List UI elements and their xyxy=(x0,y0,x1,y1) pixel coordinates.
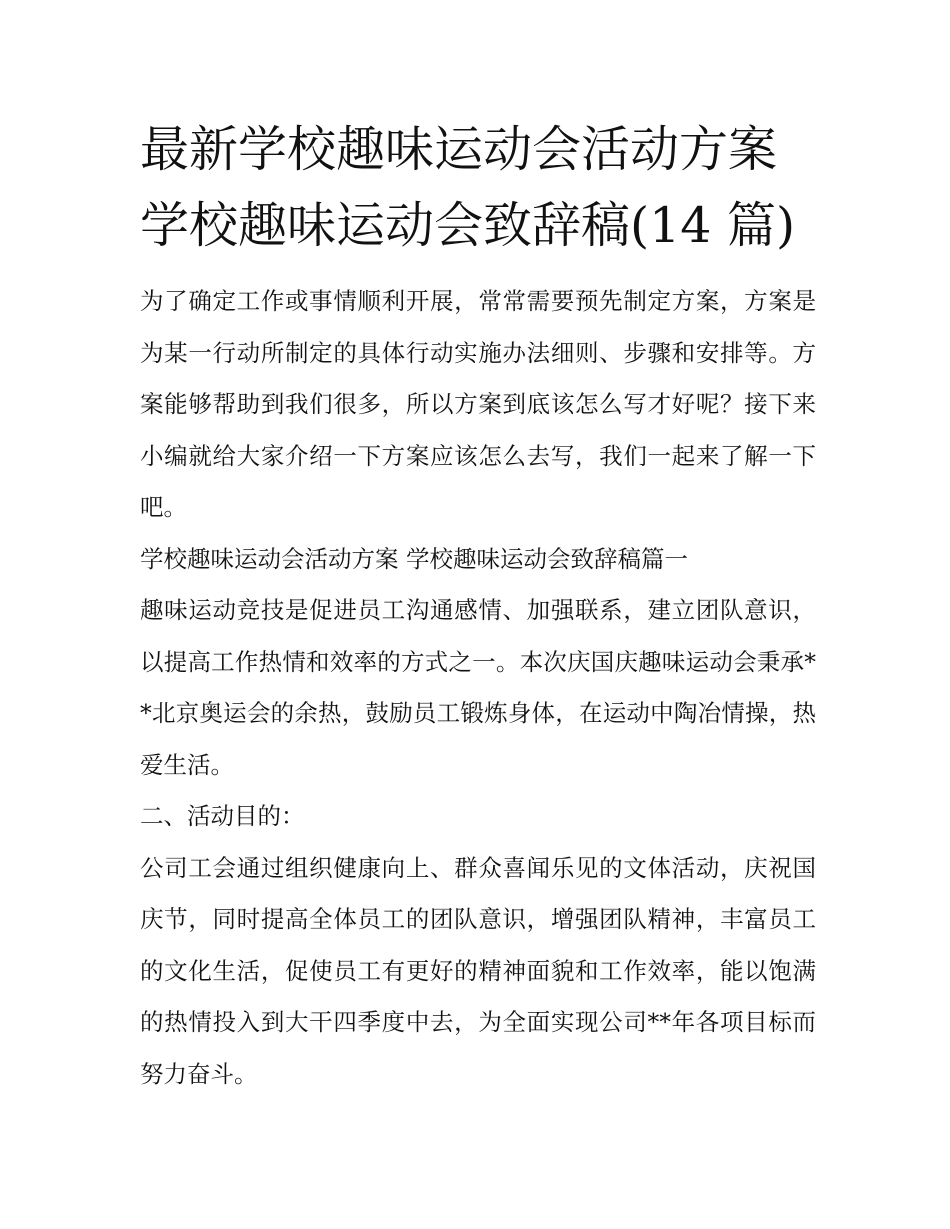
title-line-1: 最新学校趣味运动会活动方案 xyxy=(140,121,778,178)
body-paragraph: 趣味运动竞技是促进员工沟通感情、加强联系，建立团队意识，以提高工作热情和效率的方式之一。本次庆国庆趣味运动会秉承**北京奥运会的余热，鼓励员工锻炼身体，在运动中陶冶情操，热爱生活。 xyxy=(140,596,816,779)
document-body xyxy=(140,276,816,1100)
section-heading-purpose: 二、活动目的： xyxy=(140,802,305,830)
document-title xyxy=(140,112,820,264)
section-heading: 学校趣味运动会活动方案 学校趣味运动会致辞稿篇一 xyxy=(140,544,688,573)
title-line-2: 学校趣味运动会致辞稿(14 篇) xyxy=(140,197,796,254)
intro-paragraph: 为了确定工作或事情顺利开展，常常需要预先制定方案，方案是为某一行动所制定的具体行动实施办法细则、步骤和安排等。方案能够帮助到我们很多，所以方案到底该怎么写才好呢？接下来小编就给大家介绍一下方案应该怎么去写，我们一起来了解一下吧。 xyxy=(140,287,816,521)
body-paragraph: 公司工会通过组织健康向上、群众喜闻乐见的文体活动，庆祝国庆节，同时提高全体员工的团队意识，增强团队精神，丰富员工的文化生活，促使员工有更好的精神面貌和工作效率，能以饱满的热情投入到大干四季度中去，为全面实现公司**年各项目标而努力奋斗。 xyxy=(140,853,816,1088)
